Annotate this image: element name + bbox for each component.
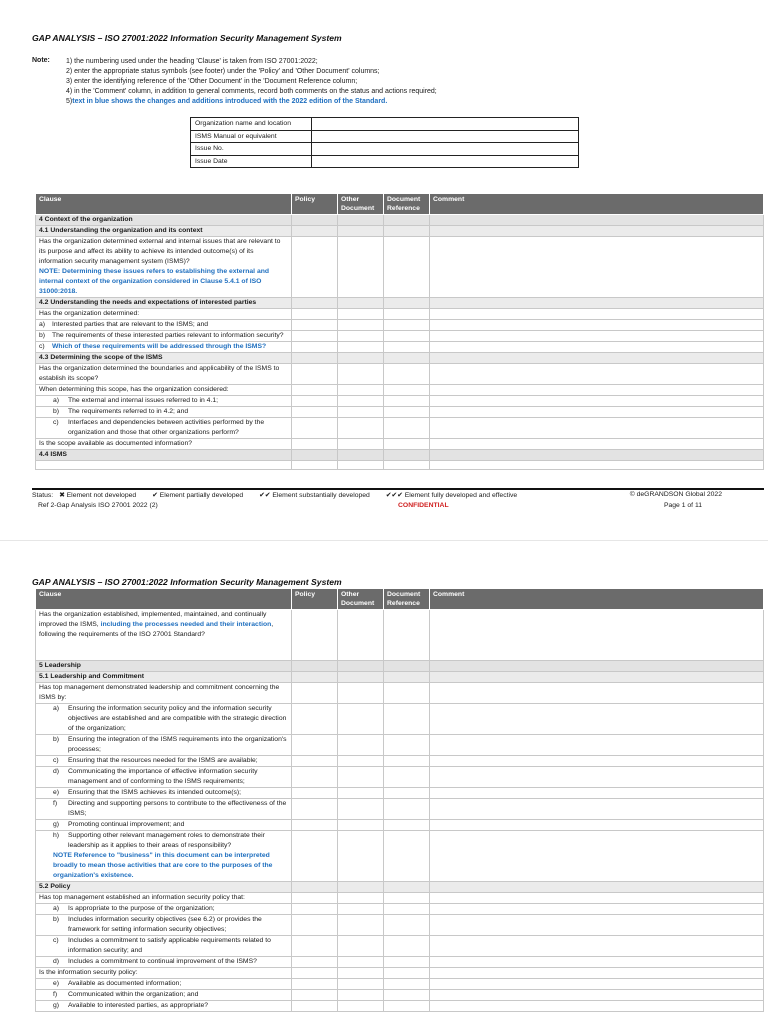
other-doc-cell[interactable] <box>338 915 384 936</box>
doc-ref-cell[interactable] <box>384 407 430 418</box>
policy-cell[interactable] <box>292 385 338 396</box>
doc-ref-cell[interactable] <box>384 683 430 704</box>
table-row: Has top management demonstrated leadership and commitment concerning the ISMS by: <box>36 683 764 704</box>
note-label: Note: <box>32 57 50 64</box>
header-document-reference: Document Reference <box>384 589 430 610</box>
other-doc-cell[interactable] <box>338 990 384 1001</box>
other-doc-cell[interactable] <box>338 968 384 979</box>
table-row: b) Includes information security objectives (see 6.2) or provides the framework for setting information security objectives; <box>36 915 764 936</box>
table-row: b) The requirements referred to in 4.2; and <box>36 407 764 418</box>
comment-cell[interactable] <box>430 936 764 957</box>
other-doc-cell[interactable] <box>338 407 384 418</box>
doc-ref-cell[interactable] <box>384 439 430 450</box>
header-clause: Clause <box>36 589 292 610</box>
other-doc-cell[interactable] <box>338 767 384 788</box>
status-partially-developed: ✔ Element partially developed <box>152 492 244 499</box>
comment-cell[interactable] <box>430 683 764 704</box>
note-item: 2) enter the appropriate status symbols (see footer) under the 'Policy' and 'Other Document' columns; <box>66 68 380 75</box>
doc-ref-cell[interactable] <box>384 788 430 799</box>
header-other-document: Other Document <box>338 589 384 610</box>
comment-cell[interactable] <box>430 342 764 353</box>
table-row: d) Communicating the importance of effective information security management and of conforming to the ISMS requirements; <box>36 767 764 788</box>
policy-cell[interactable] <box>292 957 338 968</box>
policy-cell[interactable] <box>292 439 338 450</box>
comment-cell[interactable] <box>430 990 764 1001</box>
other-doc-cell[interactable] <box>338 309 384 320</box>
doc-ref-cell[interactable] <box>384 767 430 788</box>
table-row: Is the scope available as documented information? <box>36 439 764 450</box>
table-row: c) Which of these requirements will be addressed through the ISMS? <box>36 342 764 353</box>
note-item: 3) enter the identifying reference of the 'Other Document' in the 'Document Reference column; <box>66 78 358 85</box>
doc-ref-cell[interactable] <box>384 418 430 439</box>
document-title: GAP ANALYSIS – ISO 27001:2022 Information Security Management System <box>32 33 342 43</box>
policy-cell[interactable] <box>292 904 338 915</box>
policy-cell[interactable] <box>292 799 338 820</box>
table-header-row <box>36 589 764 610</box>
info-value-field[interactable] <box>312 130 579 143</box>
policy-cell[interactable] <box>292 990 338 1001</box>
policy-cell[interactable] <box>292 331 338 342</box>
comment-cell[interactable] <box>430 407 764 418</box>
info-label: Issue No. <box>191 143 312 156</box>
subsection-row: 4.3 Determining the scope of the ISMS <box>36 353 764 364</box>
doc-ref-cell[interactable] <box>384 904 430 915</box>
table-row: Has the organization determined external and internal issues that are relevant to its purpose and affect its ability to achieve its intended outcome(s) of its information security management system (ISMS)? NOTE: Determining these issues refers to establishing the external and internal context of the organization considered in Clause 5.4.1 of ISO 31000:2018. <box>36 237 764 298</box>
comment-cell[interactable] <box>430 385 764 396</box>
other-doc-cell[interactable] <box>338 1001 384 1012</box>
other-doc-cell[interactable] <box>338 799 384 820</box>
policy-cell[interactable] <box>292 364 338 385</box>
policy-cell[interactable] <box>292 396 338 407</box>
subsection-row: 5.1 Leadership and Commitment <box>36 672 764 683</box>
status-not-developed: ✖ Element not developed <box>59 492 137 499</box>
doc-ref-cell[interactable] <box>384 799 430 820</box>
comment-cell[interactable] <box>430 979 764 990</box>
table-row: a) Is appropriate to the purpose of the organization; <box>36 904 764 915</box>
table-row: f) Communicated within the organization; and <box>36 990 764 1001</box>
info-value-field[interactable] <box>312 143 579 156</box>
table-row: a) Ensuring the information security policy and the information security objectives are established and are compatible with the strategic direction of the organization; <box>36 704 764 735</box>
policy-cell[interactable] <box>292 237 338 298</box>
policy-cell[interactable] <box>292 915 338 936</box>
doc-ref-cell[interactable] <box>384 364 430 385</box>
comment-cell[interactable] <box>430 320 764 331</box>
table-header-row <box>36 194 764 215</box>
other-doc-cell[interactable] <box>338 904 384 915</box>
comment-cell[interactable] <box>430 610 764 661</box>
header-document-reference: Document Reference <box>384 194 430 215</box>
info-value-field[interactable] <box>312 155 579 168</box>
comment-cell[interactable] <box>430 788 764 799</box>
policy-cell[interactable] <box>292 820 338 831</box>
table-row: Has the organization established, implemented, maintained, and continually improved the ISMS, including the processes needed and their interaction, following the requirements of the ISO 27001 Standard? <box>36 610 764 661</box>
policy-cell[interactable] <box>292 893 338 904</box>
doc-ref-cell[interactable] <box>384 610 430 661</box>
section-row: 5 Leadership <box>36 661 764 672</box>
document-title: GAP ANALYSIS – ISO 27001:2022 Information Security Management System <box>32 577 342 587</box>
note-item: 4) in the 'Comment' column, in addition to general comments, record both comments on the status and actions required; <box>66 88 437 95</box>
header-other-document: Other Document <box>338 194 384 215</box>
info-label: ISMS Manual or equivalent <box>191 130 312 143</box>
table-row: c) Ensuring that the resources needed for the ISMS are available; <box>36 756 764 767</box>
info-label: Issue Date <box>191 155 312 168</box>
doc-ref-cell[interactable] <box>384 735 430 756</box>
other-doc-cell[interactable] <box>338 820 384 831</box>
other-doc-cell[interactable] <box>338 396 384 407</box>
policy-cell[interactable] <box>292 767 338 788</box>
comment-cell[interactable] <box>430 904 764 915</box>
status-legend: Status: ✖ Element not developed ✔ Element partially developed ✔✔ Element substantially developed ✔✔✔ Element fully developed and effective <box>32 492 518 499</box>
doc-ref-cell[interactable] <box>384 957 430 968</box>
doc-ref-cell[interactable] <box>384 831 430 882</box>
policy-cell[interactable] <box>292 979 338 990</box>
comment-cell[interactable] <box>430 439 764 450</box>
doc-ref-cell[interactable] <box>384 396 430 407</box>
policy-cell[interactable] <box>292 756 338 767</box>
section-row: 4 Context of the organization <box>36 215 764 226</box>
table-row: f) Directing and supporting persons to contribute to the effectiveness of the ISMS; <box>36 799 764 820</box>
table-row: Is the information security policy: <box>36 968 764 979</box>
confidential-label: CONFIDENTIAL <box>398 502 449 509</box>
table-row: Has top management established an information security policy that: <box>36 893 764 904</box>
doc-ref-cell[interactable] <box>384 820 430 831</box>
other-doc-cell[interactable] <box>338 788 384 799</box>
header-clause: Clause <box>36 194 292 215</box>
table-row: b) The requirements of these interested parties relevant to information security? <box>36 331 764 342</box>
comment-cell[interactable] <box>430 237 764 298</box>
table-row: Has the organization determined: <box>36 309 764 320</box>
policy-cell[interactable] <box>292 610 338 661</box>
table-row: a) The external and internal issues referred to in 4.1; <box>36 396 764 407</box>
other-doc-cell[interactable] <box>338 342 384 353</box>
page-number: Page 1 of 11 <box>663 502 702 509</box>
document-ref: Ref 2-Gap Analysis ISO 27001 2022 (2) <box>38 502 158 509</box>
other-doc-cell[interactable] <box>338 957 384 968</box>
table-row: e) Ensuring that the ISMS achieves its intended outcome(s); <box>36 788 764 799</box>
table-row: h) Supporting other relevant management roles to demonstrate their leadership as it applies to their areas of responsibility? NOTE Reference to "business" in this document can be interpreted broadly to mean those activities that are core to the purposes of the organization's existence. <box>36 831 764 882</box>
table-row: b) Ensuring the integration of the ISMS requirements into the organization's processes; <box>36 735 764 756</box>
header-comment: Comment <box>430 589 764 610</box>
policy-cell[interactable] <box>292 309 338 320</box>
comment-cell[interactable] <box>430 756 764 767</box>
comment-cell[interactable] <box>430 364 764 385</box>
comment-cell[interactable] <box>430 820 764 831</box>
other-doc-cell[interactable] <box>338 385 384 396</box>
table-row: g) Promoting continual improvement; and <box>36 820 764 831</box>
comment-cell[interactable] <box>430 396 764 407</box>
other-doc-cell[interactable] <box>338 893 384 904</box>
comment-cell[interactable] <box>430 799 764 820</box>
comment-cell[interactable] <box>430 915 764 936</box>
table-row: g) Available to interested parties, as appropriate? <box>36 1001 764 1012</box>
policy-cell[interactable] <box>292 407 338 418</box>
other-doc-cell[interactable] <box>338 756 384 767</box>
comment-cell[interactable] <box>430 767 764 788</box>
doc-ref-cell[interactable] <box>384 385 430 396</box>
policy-cell[interactable] <box>292 968 338 979</box>
comment-cell[interactable] <box>430 704 764 735</box>
comment-cell[interactable] <box>430 309 764 320</box>
doc-ref-cell[interactable] <box>384 979 430 990</box>
page-2 <box>0 540 768 1025</box>
gap-analysis-table <box>35 193 764 470</box>
header-comment: Comment <box>430 194 764 215</box>
table-row: e) Available as documented information; <box>36 979 764 990</box>
other-doc-cell[interactable] <box>338 439 384 450</box>
table-row: d) Includes a commitment to continual improvement of the ISMS? <box>36 957 764 968</box>
subsection-row: 4.1 Understanding the organization and its context <box>36 226 764 237</box>
doc-ref-cell[interactable] <box>384 342 430 353</box>
section-row: 4.4 ISMS <box>36 450 764 461</box>
comment-cell[interactable] <box>430 735 764 756</box>
doc-ref-cell[interactable] <box>384 704 430 735</box>
comment-cell[interactable] <box>430 968 764 979</box>
comment-cell[interactable] <box>430 831 764 882</box>
info-value-field[interactable] <box>312 118 579 131</box>
other-doc-cell[interactable] <box>338 331 384 342</box>
policy-cell[interactable] <box>292 320 338 331</box>
policy-cell[interactable] <box>292 704 338 735</box>
footer-rule <box>32 488 764 490</box>
header-policy: Policy <box>292 589 338 610</box>
doc-ref-cell[interactable] <box>384 331 430 342</box>
other-doc-cell[interactable] <box>338 610 384 661</box>
note-item-blue: 5)text in blue shows the changes and additions introduced with the 2022 edition of the Standard. <box>66 98 388 105</box>
other-doc-cell[interactable] <box>338 979 384 990</box>
comment-cell[interactable] <box>430 331 764 342</box>
table-row: a) Interested parties that are relevant to the ISMS; and <box>36 320 764 331</box>
comment-cell[interactable] <box>430 418 764 439</box>
other-doc-cell[interactable] <box>338 320 384 331</box>
doc-ref-cell[interactable] <box>384 893 430 904</box>
other-doc-cell[interactable] <box>338 683 384 704</box>
other-doc-cell[interactable] <box>338 704 384 735</box>
table-row: When determining this scope, has the organization considered: <box>36 385 764 396</box>
policy-cell[interactable] <box>292 418 338 439</box>
policy-cell[interactable] <box>292 1001 338 1012</box>
status-substantially-developed: ✔✔ Element substantially developed <box>259 492 370 499</box>
organization-info-table <box>190 117 579 168</box>
doc-ref-cell[interactable] <box>384 915 430 936</box>
policy-cell[interactable] <box>292 735 338 756</box>
table-row <box>36 461 764 470</box>
other-doc-cell[interactable] <box>338 418 384 439</box>
policy-cell[interactable] <box>292 788 338 799</box>
status-fully-developed: ✔✔✔ Element fully developed and effective <box>385 492 518 499</box>
doc-ref-cell[interactable] <box>384 1001 430 1012</box>
table-row: c) Interfaces and dependencies between activities performed by the organization and those that other organizations perform? <box>36 418 764 439</box>
other-doc-cell[interactable] <box>338 735 384 756</box>
copyright: © deGRANDSON Global 2022 <box>629 491 722 498</box>
doc-ref-cell[interactable] <box>384 309 430 320</box>
header-policy: Policy <box>292 194 338 215</box>
other-doc-cell[interactable] <box>338 936 384 957</box>
subsection-row: 5.2 Policy <box>36 882 764 893</box>
info-label: Organization name and location <box>191 118 312 131</box>
comment-cell[interactable] <box>430 957 764 968</box>
doc-ref-cell[interactable] <box>384 936 430 957</box>
comment-cell[interactable] <box>430 1001 764 1012</box>
subsection-row: 4.2 Understanding the needs and expectations of interested parties <box>36 298 764 309</box>
other-doc-cell[interactable] <box>338 364 384 385</box>
table-row: Has the organization determined the boundaries and applicability of the ISMS to establish its scope? <box>36 364 764 385</box>
comment-cell[interactable] <box>430 893 764 904</box>
doc-ref-cell[interactable] <box>384 320 430 331</box>
policy-cell[interactable] <box>292 831 338 882</box>
doc-ref-cell[interactable] <box>384 968 430 979</box>
note-item: 1) the numbering used under the heading 'Clause' is taken from ISO 27001:2022; <box>66 58 318 65</box>
doc-ref-cell[interactable] <box>384 756 430 767</box>
table-row: c) Includes a commitment to satisfy applicable requirements related to information security; and <box>36 936 764 957</box>
other-doc-cell[interactable] <box>338 237 384 298</box>
other-doc-cell[interactable] <box>338 831 384 882</box>
doc-ref-cell[interactable] <box>384 990 430 1001</box>
notes-list <box>66 57 437 107</box>
gap-analysis-table <box>35 588 764 1012</box>
doc-ref-cell[interactable] <box>384 237 430 298</box>
policy-cell[interactable] <box>292 936 338 957</box>
policy-cell[interactable] <box>292 342 338 353</box>
policy-cell[interactable] <box>292 683 338 704</box>
